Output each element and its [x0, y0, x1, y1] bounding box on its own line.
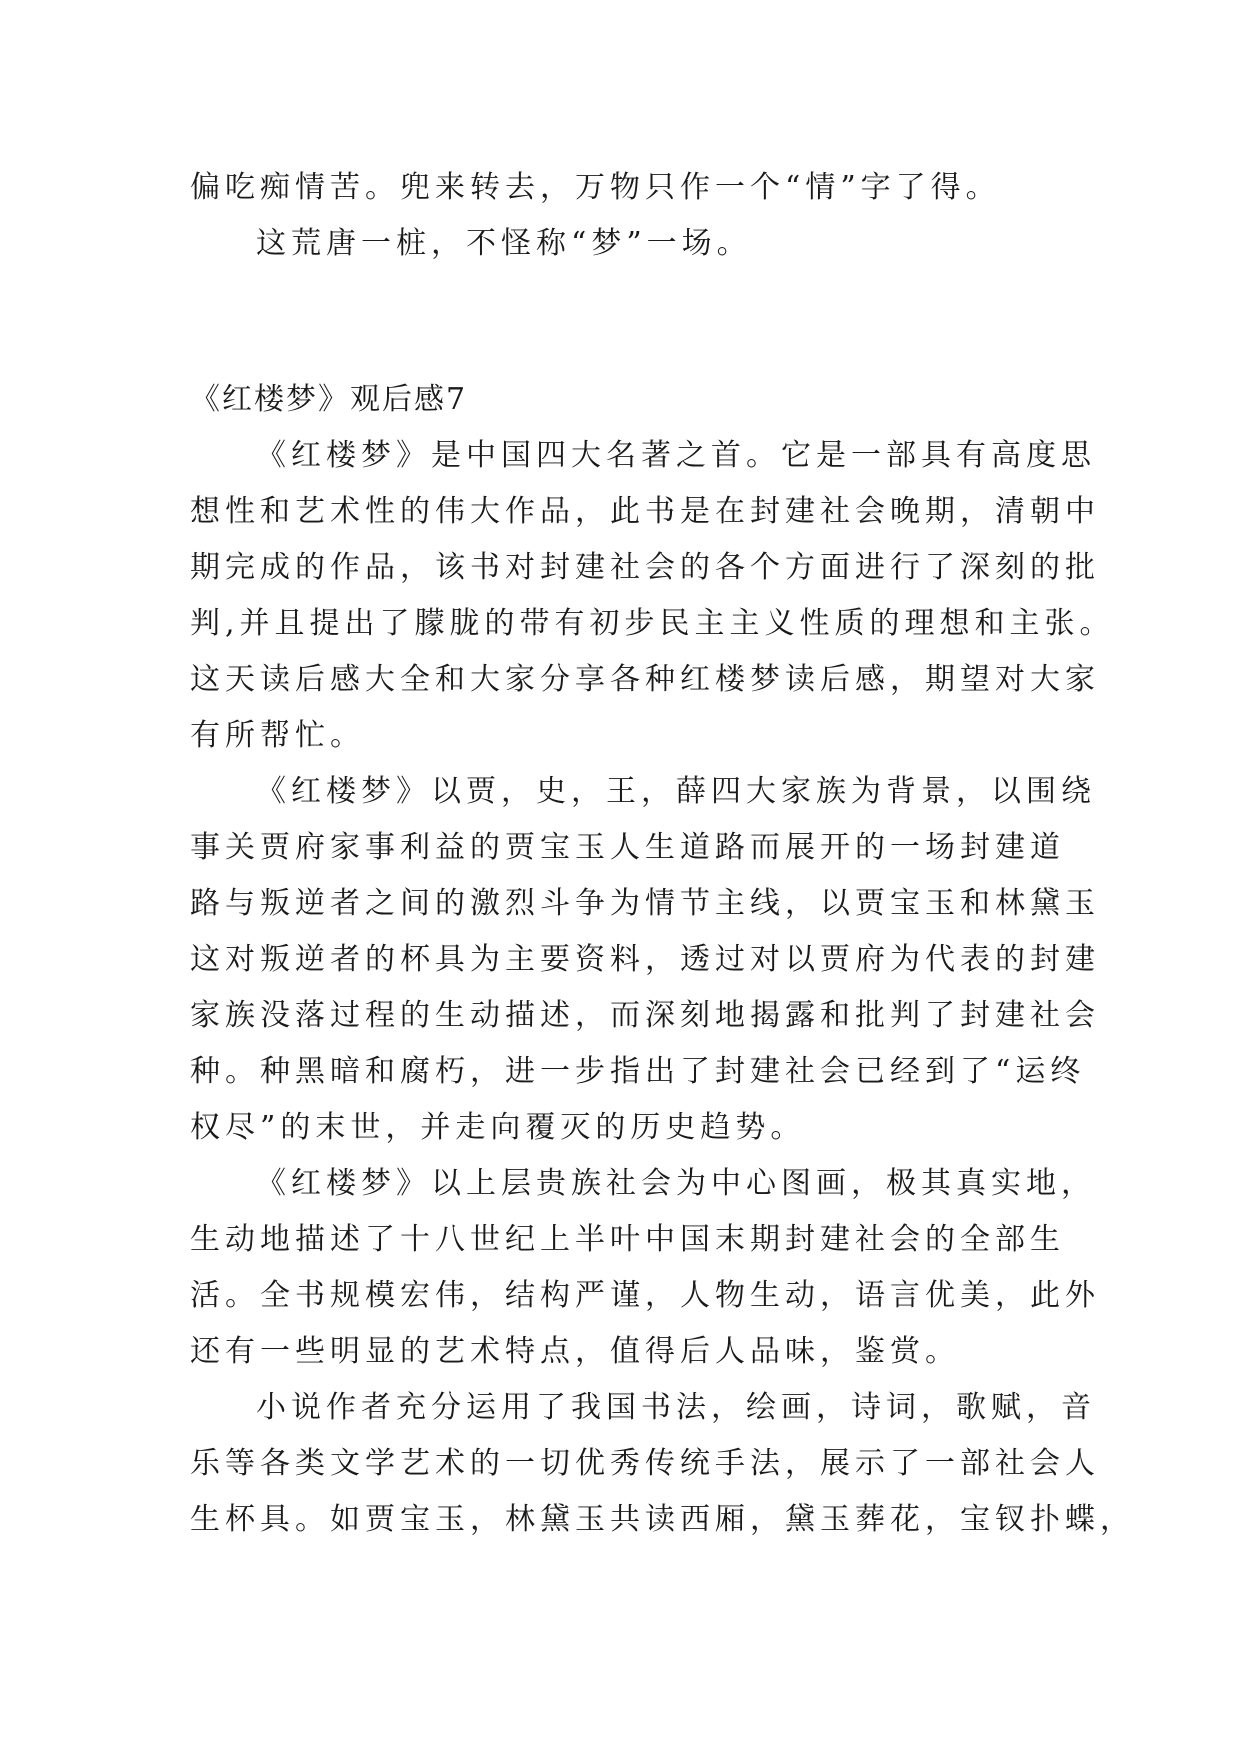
text-line: 事关贾府家事利益的贾宝玉人生道路而展开的一场封建道	[190, 830, 1065, 865]
text-line: 种。种黑暗和腐朽，进一步指出了封建社会已经到了“运终	[190, 1054, 1086, 1089]
text-line: 《红楼梦》是中国四大名著之首。它是一部具有高度思	[256, 438, 1096, 473]
text-line: 生动地描述了十八世纪上半叶中国末期封建社会的全部生	[190, 1222, 1065, 1257]
text-line: 判,并且提出了朦胧的带有初步民主主义性质的理想和主张。	[190, 606, 1115, 641]
text-line: 这荒唐一桩，不怪称“梦”一场。	[256, 226, 752, 261]
text-line: 家族没落过程的生动描述，而深刻地揭露和批判了封建社会	[190, 998, 1100, 1033]
paragraph-3	[190, 1156, 1100, 1380]
text-line: 期完成的作品，该书对封建社会的各个方面进行了深刻的批	[190, 550, 1100, 585]
previous-section-ending	[190, 160, 1060, 272]
document-body	[190, 160, 1135, 1548]
text-line: 《红楼梦》以贾，史，王，薛四大家族为背景，以围绕	[256, 774, 1096, 809]
text-line: 乐等各类文学艺术的一切优秀传统手法，展示了一部社会人	[190, 1446, 1100, 1481]
text-line: 想性和艺术性的伟大作品，此书是在封建社会晚期，清朝中	[190, 494, 1100, 529]
text-line: 生杯具。如贾宝玉，林黛玉共读西厢，黛玉葬花，宝钗扑蝶，	[190, 1502, 1135, 1537]
text-line: 权尽”的末世，并走向覆灭的历史趋势。	[190, 1110, 806, 1145]
text-line: 活。全书规模宏伟，结构严谨，人物生动，语言优美，此外	[190, 1278, 1100, 1313]
text-line: 偏吃痴情苦。兜来转去，万物只作一个“情”字了得。	[190, 170, 1001, 205]
text-line: 这天读后感大全和大家分享各种红楼梦读后感，期望对大家	[190, 662, 1100, 697]
section-heading: 《红楼梦》观后感7	[190, 382, 468, 417]
paragraph-4	[190, 1380, 1135, 1548]
section-gap	[190, 272, 1060, 372]
text-line: 还有一些明显的艺术特点，值得后人品味，鉴赏。	[190, 1334, 960, 1369]
text-line: 这对叛逆者的杯具为主要资料，透过对以贾府为代表的封建	[190, 942, 1100, 977]
text-line: 有所帮忙。	[190, 718, 365, 753]
text-line: 《红楼梦》以上层贵族社会为中心图画，极其真实地，	[256, 1166, 1096, 1201]
paragraph-2	[190, 764, 1100, 1156]
text-line: 小说作者充分运用了我国书法，绘画，诗词，歌赋，音	[256, 1390, 1096, 1425]
text-line: 路与叛逆者之间的激烈斗争为情节主线，以贾宝玉和林黛玉	[190, 886, 1100, 921]
paragraph-1	[190, 428, 1115, 764]
